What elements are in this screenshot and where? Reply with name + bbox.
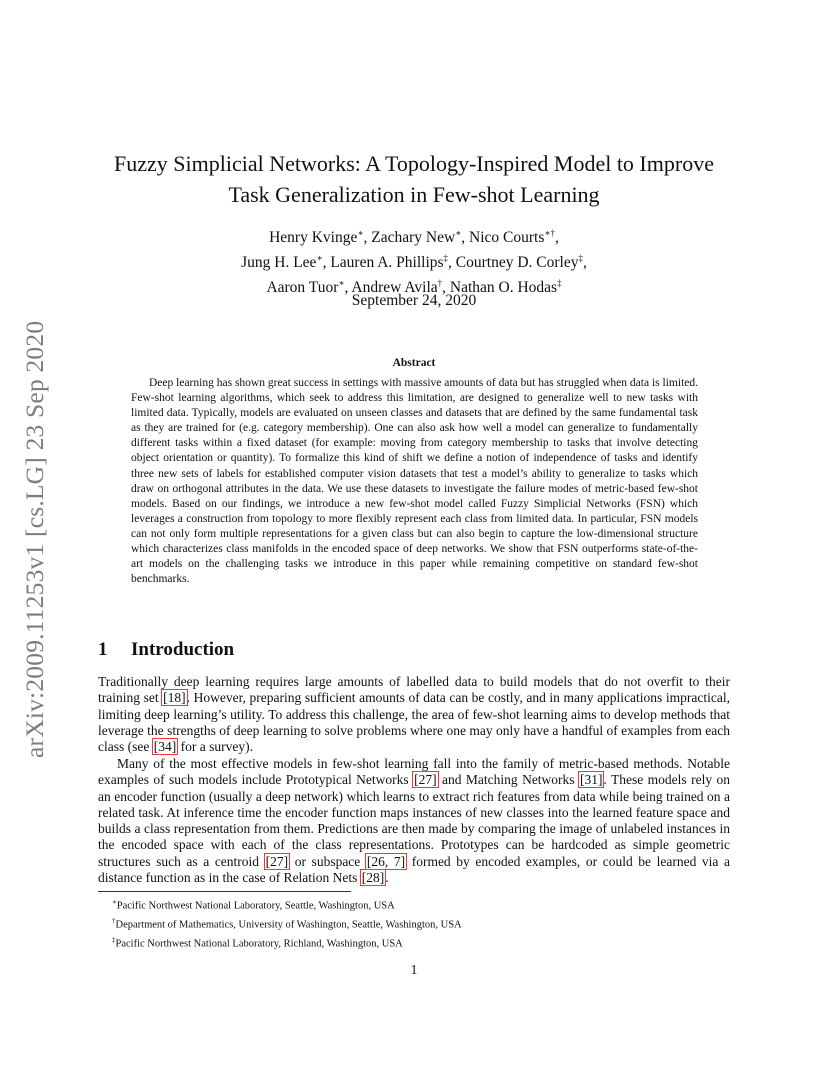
abstract-heading: Abstract <box>392 357 436 369</box>
paragraph-text: . <box>385 870 389 886</box>
footnote <box>112 895 462 914</box>
footnote-mark: ∗ <box>112 898 117 906</box>
affiliation-mark: ‡ <box>557 278 562 289</box>
affiliation-mark: ∗ <box>357 228 364 238</box>
author-name: Nathan O. Hodas <box>449 279 558 297</box>
citation-link[interactable]: [26, 7] <box>366 853 406 869</box>
footnote <box>112 933 462 952</box>
footnote-mark: ‡ <box>112 936 116 944</box>
citation-link[interactable]: [31] <box>579 772 603 788</box>
citation-link[interactable]: [34] <box>153 739 177 755</box>
affiliation-mark: ∗ <box>338 278 345 289</box>
author-separator: , <box>555 229 559 247</box>
footnote-text: Pacific Northwest National Laboratory, Richland, Washington, USA <box>115 938 403 950</box>
page-number: 1 <box>410 962 418 977</box>
author-line-1 <box>80 223 748 248</box>
section-heading <box>98 639 234 661</box>
author-separator: , <box>322 254 331 272</box>
author-line-2 <box>80 248 748 273</box>
citation-link[interactable]: [27] <box>265 853 289 869</box>
author-separator: , <box>363 229 372 247</box>
title-line-1: Fuzzy Simplicial Networks: A Topology-Inspired Model to Improve <box>114 151 714 176</box>
title-line-2: Task Generalization in Few-shot Learning <box>228 182 600 207</box>
affiliation-mark: ‡ <box>578 253 583 264</box>
affiliation-mark: ∗† <box>544 228 555 238</box>
footnote-divider <box>98 891 351 892</box>
author-name: Aaron Tuor <box>266 279 339 297</box>
author-name: Nico Courts <box>469 229 545 247</box>
section-title: Introduction <box>131 639 235 660</box>
affiliation-mark: ‡ <box>443 253 449 264</box>
author-name: Henry Kvinge <box>269 229 358 247</box>
paragraph-text: Traditionally deep learning requires large amounts of labelled data to build models that do not overfit to their training set <box>98 674 730 706</box>
affiliation-mark: ∗ <box>316 253 323 264</box>
citation-link[interactable]: [27] <box>414 772 437 788</box>
author-name: Courtney D. Corley <box>455 254 579 272</box>
citation-link[interactable]: [28] <box>361 870 385 886</box>
paragraph-text: for a survey). <box>177 739 253 755</box>
paragraph-text: . These models rely on an encoder function (usually a deep network) which learns to extract rich features from data while being trained on a related task. At inference time the encoder function maps instances of new classes into the learned feature space and builds a class representation from them. Predictions are then made by comparing the image of unlabeled instances in the encoded space with each of the class representations. Prototypes can be hardcoded as simple geometric structures such as a centroid <box>98 772 730 869</box>
author-separator: , <box>448 254 456 272</box>
footnotes <box>112 895 462 952</box>
affiliation-mark: ∗ <box>455 228 462 238</box>
intro-paragraph-2 <box>98 756 730 886</box>
arxiv-identifier: arXiv:2009.11253v1 [cs.LG] 23 Sep 2020 <box>20 320 49 758</box>
citation-link[interactable]: [18] <box>163 690 186 706</box>
author-separator: , <box>583 254 587 272</box>
paragraph-text: formed by encoded examples, or could be learned via a distance function as in the case of Relation Nets <box>98 853 730 886</box>
author-list <box>80 223 748 298</box>
author-name: Andrew Avila <box>351 279 438 297</box>
affiliation-mark: † <box>437 278 443 289</box>
paragraph-text: . However, preparing sufficient amounts of data can be costly, and in many applications impractical, limiting deep learning’s utility. To address this challenge, the area of few-shot learning aims to develop methods that leverage the strengths of deep learning to solve problems where one may only have a handful of examples from each class (see <box>98 690 730 755</box>
author-separator: , <box>461 229 470 247</box>
footnote <box>112 914 462 933</box>
author-name: Jung H. Lee <box>241 254 317 272</box>
footnote-mark: † <box>112 917 116 925</box>
author-separator: , <box>344 279 352 297</box>
paragraph-text: Many of the most effective models in few-shot learning fall into the family of metric-based methods. Notable examples of such models include Prototypical Networks <box>98 756 730 788</box>
author-separator: , <box>442 279 450 297</box>
intro-paragraph-1 <box>98 674 730 755</box>
paragraph-text: or subspace <box>289 853 366 869</box>
abstract-text: Deep learning has shown great success in settings with massive amounts of data but has struggled when data is limited. Few-shot learning algorithms, which seek to address this limitation, are designed to generalize well to new tasks with limited data. Typically, models are evaluated on unseen classes and datasets that are defined by the same fundamental task as they are trained for (e.g. category membership). One can also ask how well a model can generalize to fundamentally different tasks within a fixed dataset (for example: moving from category membership to tasks that involve detecting object orientation or quantity). To formalize this kind of shift we define a notion of independence of tasks and identify three new sets of labels for established computer vision datasets that test a model’s ability to generalize to tasks which draw on orthogonal attributes in the data. We use these datasets to investigate the failure modes of metric-based few-shot models. Based on our findings, we introduce a new few-shot model called Fuzzy Simplicial Networks (FSN) which leverages a construction from topology to more flexibly represent each class from limited data. In particular, FSN models can not only form multiple representations for a given class but can also begin to capture the low-dimensional structure which characterizes class manifolds in the encoded space of deep networks. We show that FSN outperforms state-of-the-art models on the challenging tasks we introduce in this paper while remaining competitive on standard few-shot benchmarks. <box>131 377 698 586</box>
author-name: Lauren A. Phillips <box>330 254 444 272</box>
author-name: Zachary New <box>371 229 456 247</box>
publication-date: September 24, 2020 <box>351 292 477 309</box>
footnote-text: Pacific Northwest National Laboratory, Seattle, Washington, USA <box>116 900 395 912</box>
section-number: 1 <box>98 639 108 660</box>
footnote-text: Department of Mathematics, University of Washington, Seattle, Washington, USA <box>115 919 462 931</box>
paper-title <box>80 148 748 210</box>
paragraph-text: and Matching Networks <box>437 772 579 788</box>
